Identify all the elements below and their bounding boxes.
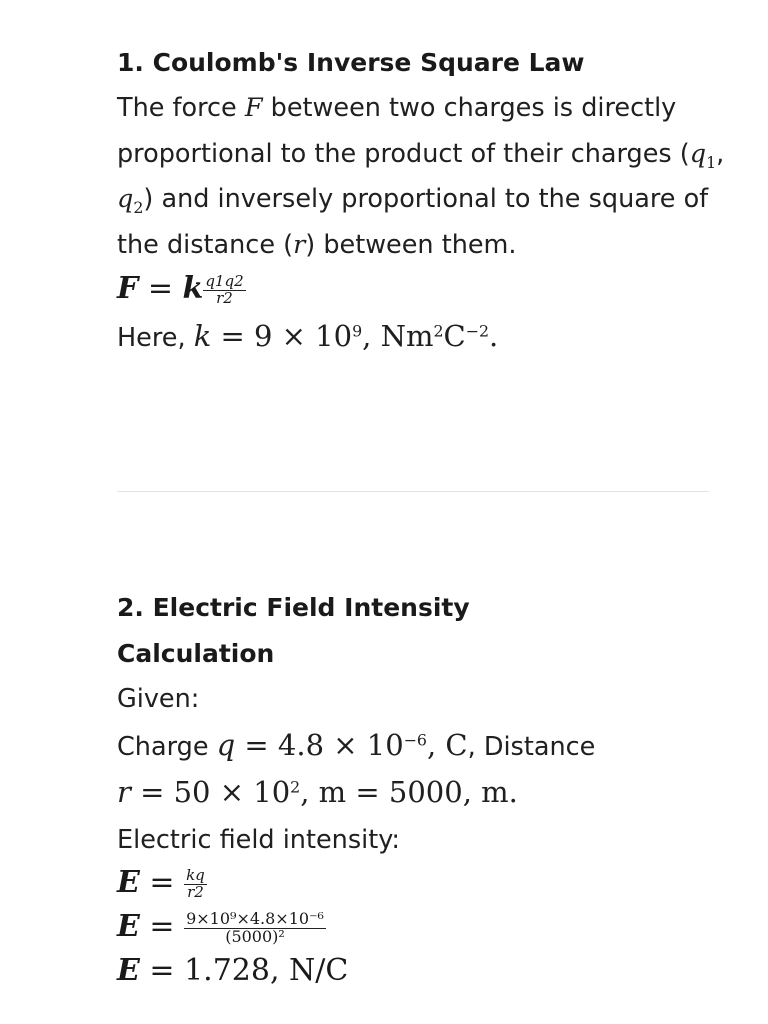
math-text: , m = 5000, m. — [300, 775, 518, 809]
math-superscript: 2 — [290, 777, 301, 797]
text: , — [716, 138, 725, 169]
math-superscript: −2 — [465, 321, 490, 341]
math-unit: C — [443, 319, 466, 353]
section-heading: 1. Coulomb's Inverse Square Law — [117, 48, 585, 77]
math-text: = 1.728, N/C — [139, 953, 349, 988]
field-intensity-label: Electric field intensity: — [117, 824, 401, 855]
coulomb-description — [117, 86, 737, 268]
field-result — [117, 951, 737, 991]
math-subscript: 1 — [706, 152, 717, 172]
section-coulomb — [117, 40, 737, 362]
fraction-numerator: kq — [186, 865, 205, 884]
math-var-q1: q — [689, 138, 707, 169]
text: ) between them. — [305, 229, 517, 260]
text: Here, — [117, 323, 194, 353]
math-unit: , Nm — [362, 319, 434, 353]
math-subscript: 2 — [133, 198, 144, 218]
section-electric-field — [117, 585, 737, 991]
math-var-q2: q — [117, 184, 134, 214]
math-equals: = — [138, 271, 183, 306]
math-superscript: −6 — [403, 730, 427, 749]
math-var-k: k — [193, 319, 212, 353]
fraction-denominator: r2 — [187, 882, 204, 901]
math-equals: = — [139, 909, 185, 944]
text: Charge — [117, 731, 217, 762]
text: between two charges is directly proportional to the product of their charges ( — [117, 93, 690, 169]
math-var-r: r — [117, 775, 131, 809]
math-fraction — [184, 908, 326, 946]
math-text: = 50 × 10 — [130, 775, 291, 809]
math-var-E: E — [117, 909, 140, 944]
math-var-q: q — [216, 727, 236, 762]
math-var-F: F — [117, 271, 139, 306]
math-unit: , C — [426, 727, 468, 762]
fraction-denominator: r2 — [216, 288, 233, 307]
math-text: . — [489, 319, 499, 353]
math-fraction — [203, 271, 245, 307]
math-var-r: r — [293, 229, 306, 260]
math-var-E: E — [117, 953, 140, 988]
distance-line — [117, 770, 737, 818]
field-formula — [117, 863, 737, 903]
section-divider — [117, 491, 709, 492]
coulomb-formula — [117, 268, 737, 310]
fraction-numerator: 9×10⁹×4.8×10⁻⁶ — [186, 908, 324, 928]
math-fraction — [184, 865, 207, 901]
math-text: = 9 × 10 — [211, 319, 353, 353]
math-superscript: 9 — [352, 321, 363, 341]
fraction-numerator: q1q2 — [205, 271, 244, 290]
math-superscript: 2 — [433, 321, 444, 341]
section-heading: 2. Electric Field Intensity Calculation — [117, 593, 470, 668]
field-substitution — [117, 903, 737, 951]
given-label: Given: — [117, 684, 200, 714]
math-var-k: k — [182, 271, 204, 306]
coulomb-constant — [117, 314, 737, 362]
math-equals: = — [139, 865, 185, 900]
text: , Distance — [467, 731, 596, 762]
charge-line — [117, 723, 737, 771]
math-var-F: F — [244, 93, 263, 123]
math-text: = 4.8 × 10 — [235, 727, 404, 762]
text: ) and inversely proportional to the square of the distance ( — [117, 184, 709, 260]
text: The force — [117, 93, 245, 123]
math-var-E: E — [117, 865, 140, 900]
fraction-denominator: (5000)² — [225, 926, 285, 946]
